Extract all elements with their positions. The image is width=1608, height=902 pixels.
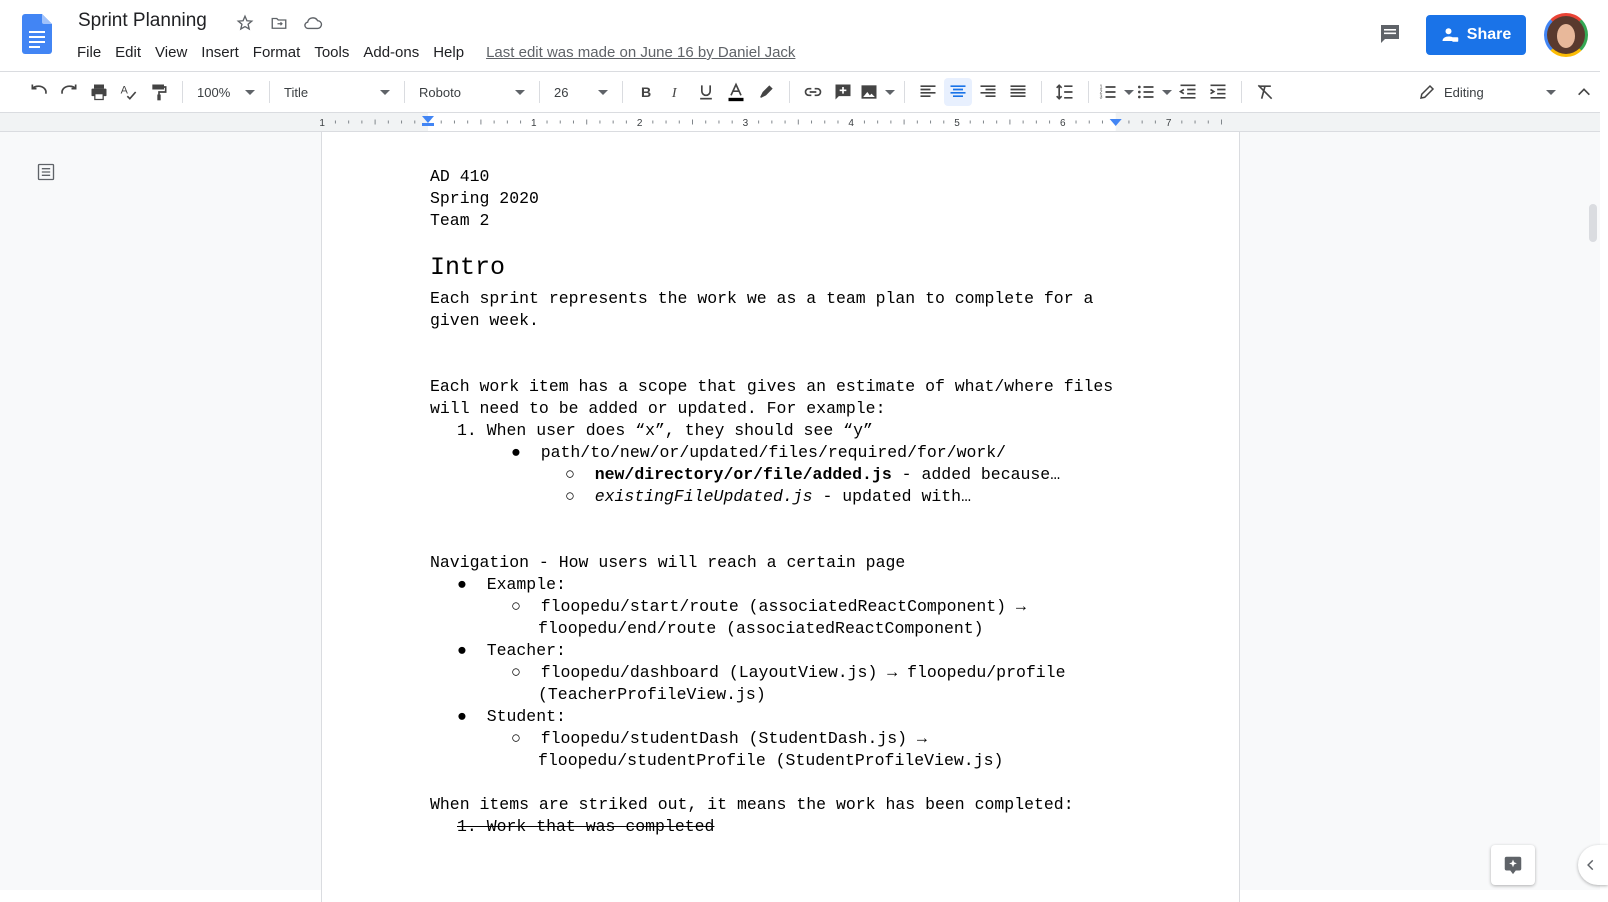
chevron-down-icon [380,90,390,95]
align-left-icon[interactable] [914,78,942,106]
completed-item: 1. Work that was completed [457,817,715,836]
text-color-icon[interactable] [722,78,750,106]
chevron-up-icon[interactable] [1576,84,1592,100]
list-item: ● Teacher: [457,641,566,660]
ruler-right-margin [1116,113,1238,131]
chevron-down-icon [245,90,255,95]
spellcheck-icon[interactable] [115,78,143,106]
share-label: Share [1466,26,1512,43]
divider [539,81,540,103]
ruler-left-margin [320,113,428,131]
divider [182,81,183,103]
top-bar [0,0,1600,71]
align-right-icon[interactable] [974,78,1002,106]
divider [1041,81,1042,103]
mode-select[interactable] [1418,72,1556,112]
svg-text:3: 3 [1099,94,1103,101]
added-file-name: new/directory/or/file/added.js [594,465,892,484]
lock-person-icon [1441,26,1459,44]
comment-history-icon[interactable] [1377,22,1403,46]
list-item: 1. When user does “x”, they should see “y” [457,421,873,440]
numbered-list-icon[interactable] [1098,78,1134,106]
last-edit-link[interactable]: Last edit was made on June 16 by Daniel Jack [486,44,796,61]
move-folder-icon[interactable] [268,12,290,34]
insert-image-icon[interactable] [859,78,895,106]
align-center-icon[interactable] [944,78,972,106]
toolbar [0,71,1600,113]
bold-icon[interactable] [632,78,660,106]
scope-paragraph-line: will need to be added or updated. For example: [430,399,886,418]
updated-file-note: - updated with… [812,487,971,506]
navigation-heading: Navigation - How users will reach a certain page [430,553,906,572]
header-line: AD 410 [430,167,490,186]
menu-bar [70,42,795,63]
scope-paragraph-line: Each work item has a scope that gives an estimate of what/where files [430,377,1114,396]
chevron-down-icon [598,90,608,95]
print-icon[interactable] [85,78,113,106]
document-title[interactable]: Sprint Planning [78,10,207,31]
divider [904,81,905,103]
document-canvas [0,132,1600,890]
divider [1088,81,1089,103]
font-value: Roboto [419,84,461,100]
strike-intro: When items are striked out, it means the work has been completed: [430,795,1074,814]
ruler-label: 2 [636,118,643,129]
share-button[interactable] [1426,15,1526,55]
font-size-value: 26 [554,84,569,100]
paint-format-icon[interactable] [145,78,173,106]
chevron-down-icon [515,90,525,95]
cloud-saved-icon[interactable] [302,12,324,34]
redo-icon[interactable] [55,78,83,106]
zoom-select[interactable] [191,78,261,106]
list-item: ○ floopedu/start/route (associatedReactComponent) → [511,597,1026,616]
updated-file-name: existingFileUpdated.js [594,487,813,506]
document-body[interactable] [430,166,1130,838]
list-item-continuation: floopedu/end/route (associatedReactComponent) [538,619,984,638]
style-value: Title [284,84,309,100]
bulleted-list-icon[interactable] [1136,78,1172,106]
intro-heading: Intro [430,253,506,282]
ruler-bar [0,113,1600,132]
list-item: ○ new/directory/or/file/added.js - added because… [565,465,1061,484]
increase-indent-icon[interactable] [1204,78,1232,106]
divider [269,81,270,103]
intro-paragraph-line: Each sprint represents the work we as a team plan to complete for a [430,289,1094,308]
list-item: ● path/to/new/or/updated/files/required/for/work/ [511,443,1007,462]
ruler-label: 6 [1060,118,1066,129]
svg-text:A: A [120,84,128,97]
docs-logo-icon[interactable] [22,14,52,54]
document-outline-icon[interactable] [36,162,56,182]
chevron-down-icon [1124,90,1134,95]
list-item: ○ floopedu/dashboard (LayoutView.js) → floopedu/profile [511,663,1066,682]
divider [404,81,405,103]
ruler-label: 3 [742,118,749,129]
document-page[interactable] [322,132,1239,902]
svg-text:B: B [641,85,652,101]
clear-formatting-icon[interactable] [1251,78,1279,106]
menu-file[interactable]: File [77,44,102,61]
style-select[interactable] [278,78,396,106]
star-icon[interactable] [234,12,256,34]
list-item-continuation: floopedu/studentProfile (StudentProfileView.js) [538,751,1004,770]
menu-format[interactable]: Format [252,44,301,61]
divider [789,81,790,103]
svg-text:I: I [671,85,677,101]
avatar[interactable] [1544,13,1588,57]
underline-icon[interactable] [692,78,720,106]
added-file-note: - added because… [891,465,1061,484]
line-spacing-icon[interactable] [1051,78,1079,106]
decrease-indent-icon[interactable] [1174,78,1202,106]
chevron-left-icon [1584,858,1598,872]
ruler[interactable] [320,113,1238,131]
font-select[interactable] [413,78,531,106]
ruler-label: 5 [954,118,960,129]
ruler-label: 1 [531,118,537,129]
chevron-down-icon [885,90,895,95]
list-item: ● Example: [457,575,566,594]
divider [1241,81,1242,103]
svg-text:1: 1 [1099,84,1103,91]
list-item: ○ existingFileUpdated.js - updated with… [565,487,971,506]
menu-view[interactable]: View [155,44,188,61]
highlight-icon[interactable] [752,78,780,106]
first-line-indent-marker[interactable] [422,123,434,126]
pencil-icon [1418,83,1436,101]
menu-addons[interactable]: Add-ons [363,44,420,61]
chevron-down-icon [1546,90,1556,95]
explore-button[interactable] [1491,845,1535,885]
ruler-label: 7 [1165,118,1172,129]
menu-help[interactable]: Help [433,44,465,61]
list-item-continuation: (TeacherProfileView.js) [538,685,766,704]
font-size-select[interactable] [548,78,614,106]
list-item: ● Student: [457,707,566,726]
justify-icon[interactable] [1004,78,1032,106]
explore-icon [1502,854,1524,876]
menu-edit[interactable]: Edit [115,44,142,61]
header-line: Team 2 [430,211,490,230]
ruler-label: 1 [319,118,325,129]
chevron-down-icon [1162,90,1172,95]
list-item: ○ floopedu/studentDash (StudentDash.js) → [511,729,927,748]
undo-icon[interactable] [25,78,53,106]
menu-tools[interactable]: Tools [314,44,350,61]
scrollbar-thumb[interactable] [1589,204,1597,242]
svg-text:2: 2 [1099,89,1103,96]
menu-insert[interactable]: Insert [201,44,239,61]
link-icon[interactable] [799,78,827,106]
header-line: Spring 2020 [430,189,539,208]
add-comment-icon[interactable] [829,78,857,106]
ruler-label: 4 [848,118,854,129]
mode-value: Editing [1444,84,1484,100]
zoom-value: 100% [197,84,231,100]
intro-paragraph-line: given week. [430,311,539,330]
divider [622,81,623,103]
italic-icon[interactable] [662,78,690,106]
